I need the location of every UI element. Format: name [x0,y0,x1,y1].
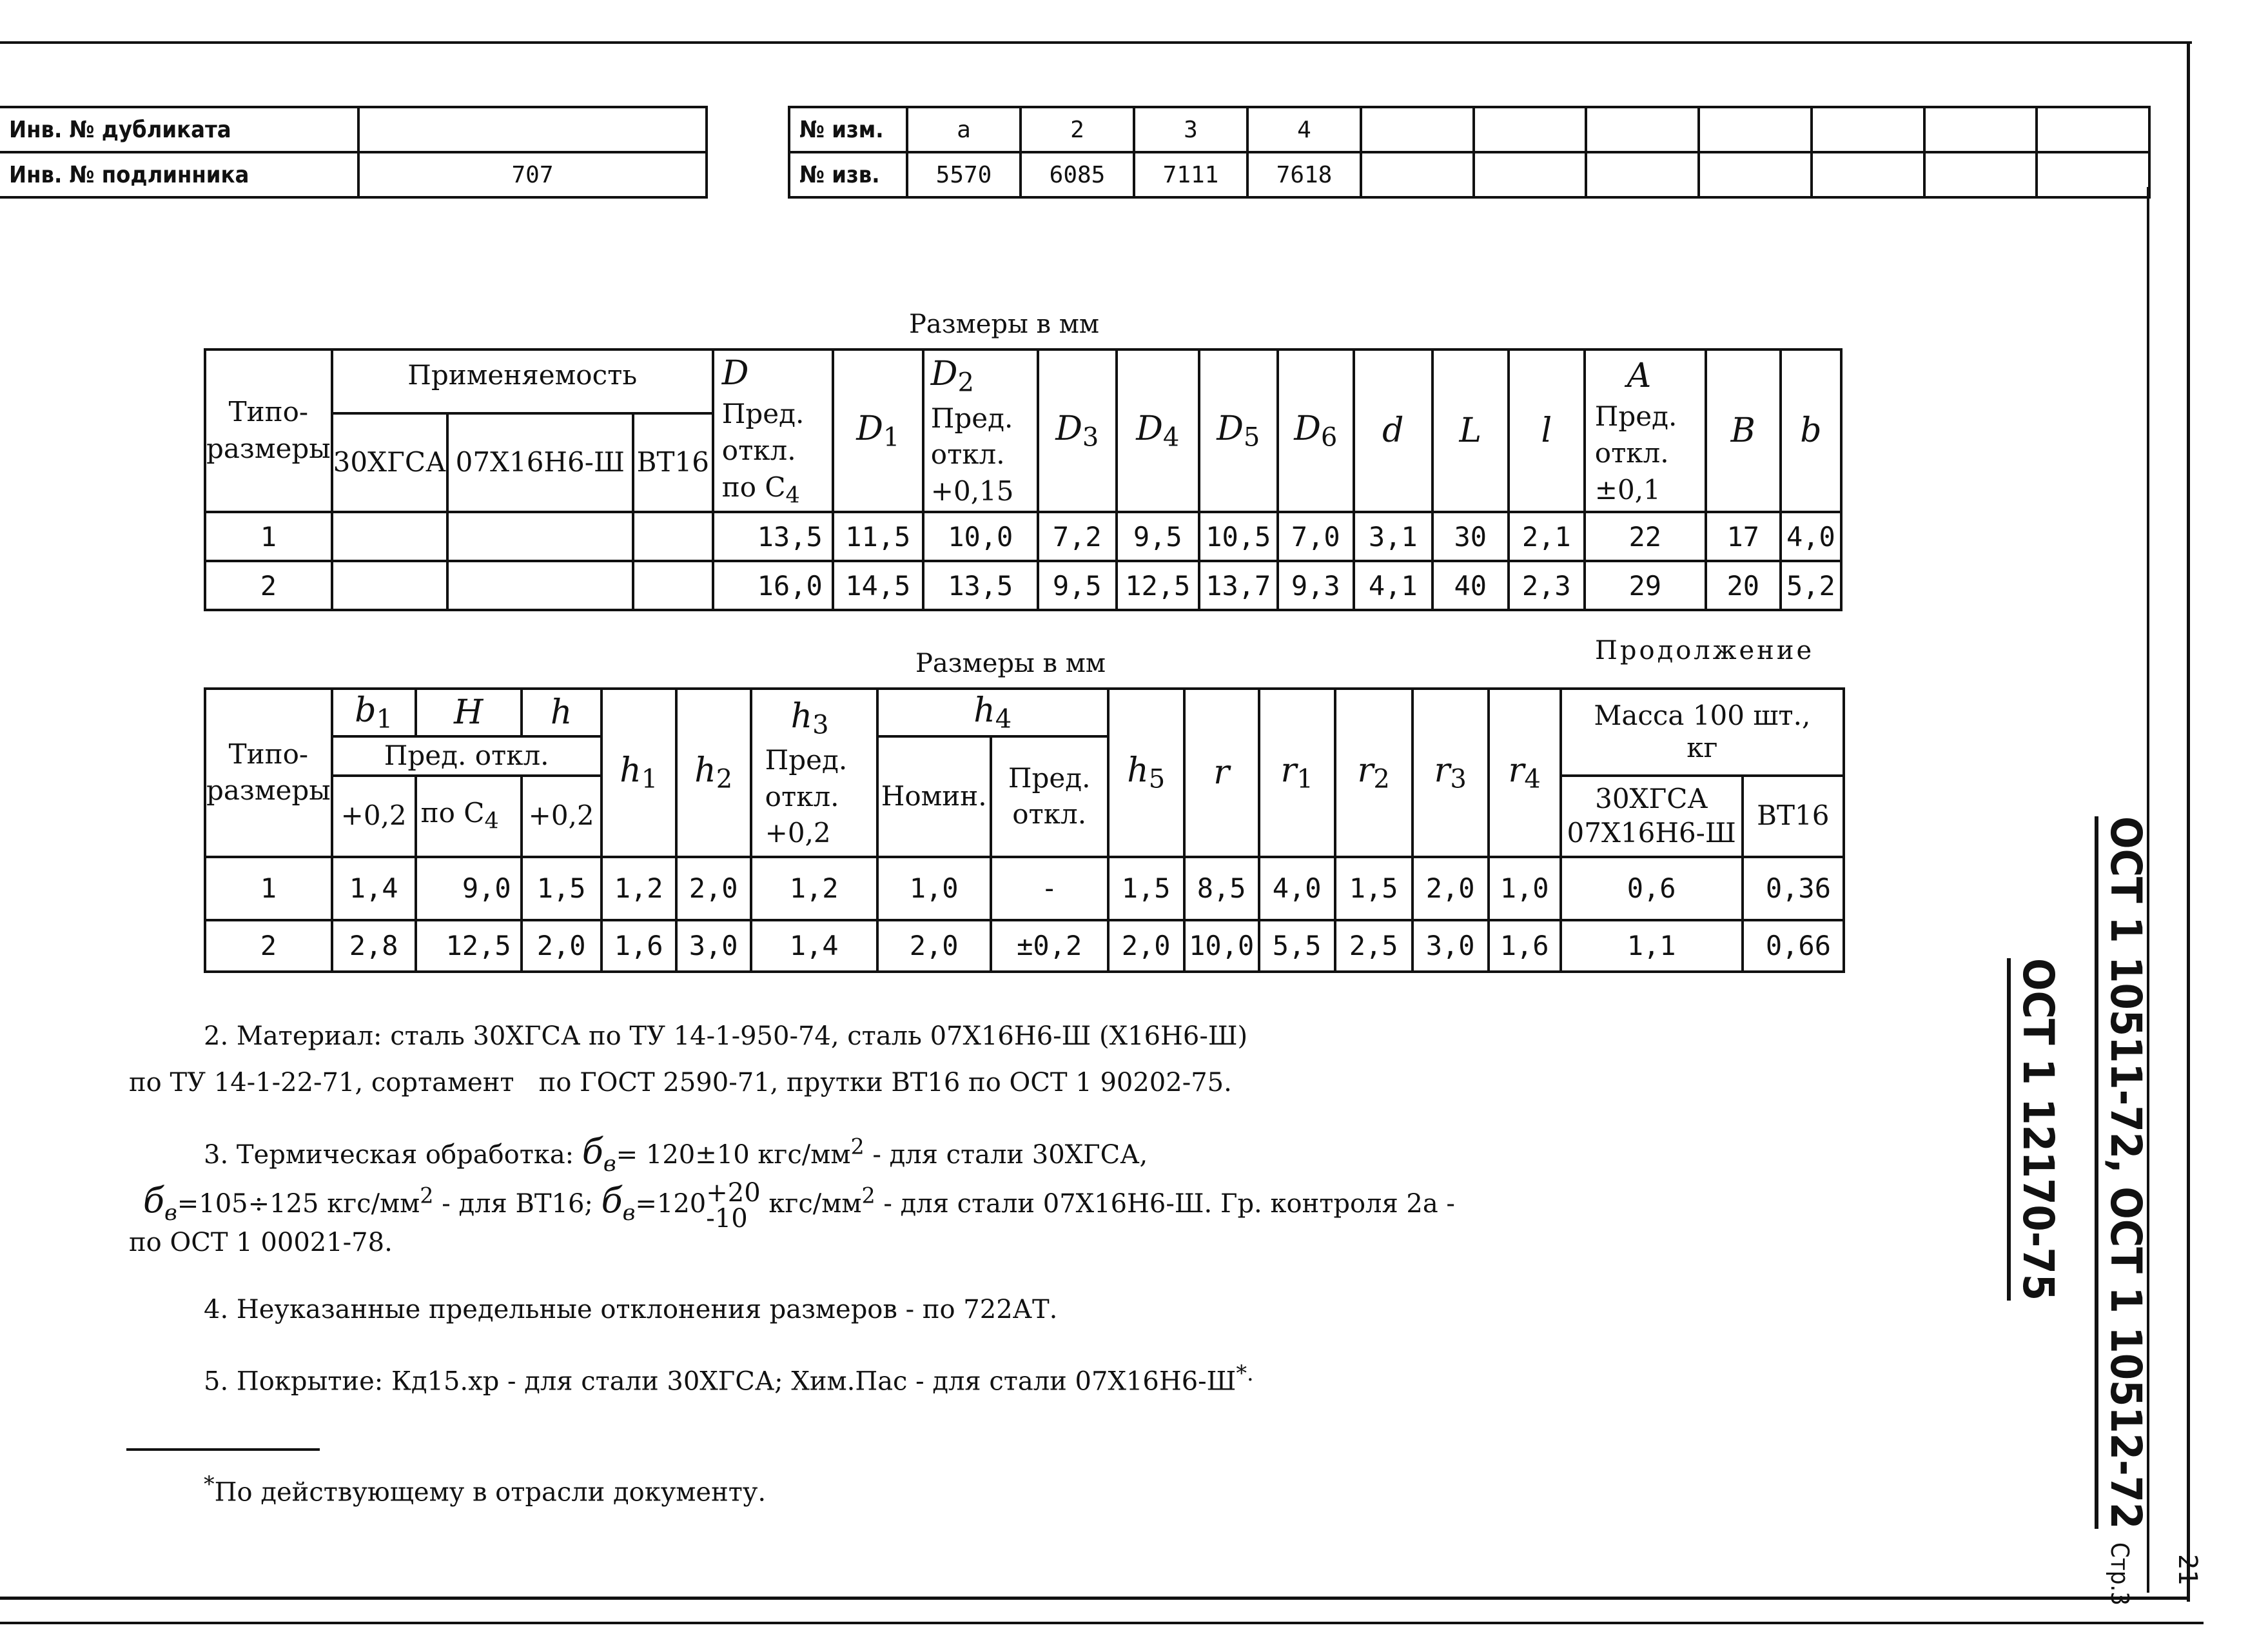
notice-empty [1699,152,1812,197]
col-h4-tol: Пред. откл. [991,736,1108,857]
cell-r4: 1,0 [1489,857,1561,920]
cell-h: 2,0 [522,920,601,972]
notice-3: 7111 [1134,152,1247,197]
inv-original-value: 707 [358,152,707,197]
table2-caption: Размеры в мм [915,649,1106,678]
cell-l: 2,3 [1509,561,1585,610]
note-2-line-1: 2. Материал: сталь 30ХГСА по ТУ 14-1-950-74, сталь 07Х16Н6-Ш (Х16Н6-Ш) [204,1021,1248,1051]
change-empty [1586,107,1699,152]
table-row [205,561,1841,610]
cell-D4: 12,5 [1117,561,1199,610]
col-r2 [1335,689,1413,857]
table-row [205,857,1844,920]
cell-D: 16,0 [713,561,833,610]
standard-number-1 [2101,816,2151,1606]
cell-r3: 3,0 [1413,920,1489,972]
col-D6-symbol: D [1294,409,1321,448]
note-3-tol-down: -10 [706,1204,748,1234]
col-r3-symbol: r [1434,751,1451,791]
sigma-sub: в [164,1199,177,1226]
cell-h4-tol: ±0,2 [991,920,1108,972]
continued-label: Продолжение [1595,636,1815,665]
note-3-intro: 3. Термическая обработка: [204,1140,574,1170]
sigma-glyph: б [143,1180,164,1221]
col-H-tol [416,776,522,857]
footnote-star: * [204,1471,215,1497]
col-r2-symbol: r [1357,751,1374,791]
cell-D5: 10,5 [1199,512,1278,561]
note-3-tolerance [706,1180,760,1232]
cell-mass-vt16: 0,36 [1743,857,1844,920]
col-H-tol-text: по С [420,797,485,829]
note-3-tol-up: +20 [706,1178,761,1208]
col-r: r [1184,689,1259,857]
col-r4-symbol: r [1508,751,1525,791]
cell-h5: 1,5 [1108,857,1184,920]
standard-number-1-text: ОСТ 1 10511-72, ОСТ 1 10512-72 [2095,816,2151,1529]
notice-empty [1474,152,1587,197]
col-L: L [1432,349,1509,512]
cell-h: 1,5 [522,857,601,920]
note-3-value-3: =120 [635,1189,707,1219]
col-pred-otkl: Пред. откл. [332,736,601,776]
col-h3-sub: 3 [812,710,829,740]
change-empty [1699,107,1812,152]
note-2-line-2: по ТУ 14-1-22-71, сортамент по ГОСТ 2590-71, прутки ВТ16 по ОСТ 1 90202-75. [129,1068,1232,1097]
sigma-glyph: б [601,1180,623,1221]
col-D4 [1117,349,1199,512]
change-empty [1924,107,2037,152]
standard-number-2-text: ОСТ 1 12170-75 [2007,958,2063,1301]
cell-r2: 2,5 [1335,920,1413,972]
col-D5-symbol: D [1217,409,1244,448]
cell-D3: 7,2 [1038,512,1117,561]
cell-h3: 1,4 [751,920,877,972]
note-3-sq: 2 [420,1183,434,1208]
cell-h4-nom: 1,0 [877,857,991,920]
col-b1 [332,689,416,736]
cell-L: 40 [1432,561,1509,610]
notice-empty [2037,152,2149,197]
note-5-star: *. [1236,1361,1254,1386]
col-b1-symbol: b [355,691,376,730]
col-h2-symbol: h [694,751,716,791]
col-D-symbol: D [721,354,749,393]
cell-r1: 5,5 [1259,920,1335,972]
cell-b: 4,0 [1781,512,1841,561]
cell-r: 8,5 [1184,857,1259,920]
table-row [205,920,1844,972]
col-D2-sub: 2 [957,368,974,398]
cell-A: 22 [1585,512,1706,561]
top-frame-line [0,41,2192,44]
cell-H: 9,0 [416,857,522,920]
col-mass: Масса 100 шт., кг [1561,689,1844,776]
note-3-unit: кгс/мм [768,1189,862,1219]
sigma-symbol [601,1180,636,1226]
col-l: l [1509,349,1585,512]
cell-h1: 1,6 [601,920,676,972]
col-H: H [416,689,522,736]
col-D-tol: Пред. откл. по С [721,398,805,503]
cell-tipo: 2 [205,561,332,610]
cell-r4: 1,6 [1489,920,1561,972]
notice-empty [1924,152,2037,197]
page-label: Стр.3 [2106,1542,2134,1606]
standard-number-2 [2013,958,2063,1301]
col-D5-sub: 5 [1243,422,1260,453]
col-A-tol: Пред. откл. ±0,1 [1594,400,1677,506]
sigma-glyph: б [582,1131,603,1172]
bottom-frame-line-2 [0,1622,2204,1624]
cell-r1: 4,0 [1259,857,1335,920]
cell-D6: 7,0 [1278,512,1354,561]
col-mass-steel: 30ХГСА 07Х16Н6-Ш [1561,776,1743,857]
col-D2-symbol: D [930,355,958,394]
change-empty [1812,107,1924,152]
cell-empty [447,512,633,561]
notice-2: 6085 [1021,152,1134,197]
cell-h3: 1,2 [751,857,877,920]
col-h5-symbol: h [1127,751,1149,791]
notice-4: 7618 [1247,152,1361,197]
col-h1 [601,689,676,857]
cell-d: 4,1 [1354,561,1432,610]
note-3-value-1: = 120±10 кгс/мм [616,1140,851,1170]
col-D1-sub: 1 [883,422,900,453]
mat-vt16: ВТ16 [633,413,713,512]
cell-mass-steel: 0,6 [1561,857,1743,920]
col-h4-sub: 4 [995,704,1012,734]
sigma-sub: в [622,1199,636,1226]
notice-empty [1361,152,1474,197]
note-3-value-2: =105÷125 кгс/мм [177,1189,420,1219]
bottom-frame-line [0,1597,2190,1600]
cell-h5: 2,0 [1108,920,1184,972]
col-r3 [1413,689,1489,857]
col-h-tol: +0,2 [522,776,601,857]
col-h1-sub: 1 [641,764,658,794]
note-3-line-1 [204,1131,1148,1177]
col-D6 [1278,349,1354,512]
inv-duplicate-label: Инв. № дубликата [0,107,358,152]
change-3: 3 [1134,107,1247,152]
note-3-post-1: - для стали 30ХГСА, [872,1140,1148,1170]
col-D1 [833,349,923,512]
col-b1-sub: 1 [376,704,393,734]
col-h3-tol: Пред. откл. +0,2 [765,744,848,849]
col-D5 [1199,349,1278,512]
col-h4-nom: Номин. [877,736,991,857]
col-tipo: Типо- размеры [205,349,332,512]
cell-h4-nom: 2,0 [877,920,991,972]
changes-table [788,106,2151,199]
cell-empty [633,561,713,610]
col-mass-vt16: ВТ16 [1743,776,1844,857]
cell-D6: 9,3 [1278,561,1354,610]
mat-30hgsa: 30ХГСА [332,413,447,512]
col-D3-symbol: D [1055,409,1082,448]
cell-b1: 2,8 [332,920,416,972]
col-r1-sub: 1 [1296,764,1313,794]
col-h4-symbol: h [973,691,995,730]
cell-tipo: 2 [205,920,332,972]
note-5-text: 5. Покрытие: Кд15.хр - для стали 30ХГСА; Хим.Пас - для стали 07Х16Н6-Ш [204,1366,1237,1397]
change-2: 2 [1021,107,1134,152]
cell-L: 30 [1432,512,1509,561]
col-b1-tol: +0,2 [332,776,416,857]
change-empty [1361,107,1474,152]
sheet-number: 21 [2173,1554,2202,1586]
change-empty [1474,107,1587,152]
cell-mass-steel: 1,1 [1561,920,1743,972]
notice-1: 5570 [907,152,1021,197]
col-D [713,349,833,512]
col-A [1585,349,1706,512]
cell-D2: 13,5 [923,561,1038,610]
cell-b1: 1,4 [332,857,416,920]
notice-empty [1812,152,1924,197]
col-D2-tol: Пред. откл. +0,15 [930,402,1014,507]
cell-h2: 3,0 [676,920,751,972]
sigma-symbol [143,1180,177,1226]
change-empty [2037,107,2149,152]
col-r4-sub: 4 [1524,764,1541,794]
col-h5 [1108,689,1184,857]
right-frame-line [2187,41,2190,1602]
col-h3 [751,689,877,857]
cell-empty [332,512,447,561]
col-B: B [1706,349,1781,512]
table1-caption: Размеры в мм [909,310,1099,339]
col-b: b [1781,349,1841,512]
col-r1-symbol: r [1280,751,1297,791]
note-3-line-3: по ОСТ 1 00021-78. [129,1228,393,1257]
cell-A: 29 [1585,561,1706,610]
col-r1 [1259,689,1335,857]
footnote-text: По действующему в отрасли документу. [214,1477,767,1508]
change-1: а [907,107,1021,152]
cell-h1: 1,2 [601,857,676,920]
col-H-tol-sub: 4 [484,808,499,834]
inv-original-label: Инв. № подлинника [0,152,358,197]
dimensions-table-1 [204,348,1843,611]
note-3-sq: 2 [850,1134,865,1159]
cell-l: 2,1 [1509,512,1585,561]
cell-D3: 9,5 [1038,561,1117,610]
col-h5-sub: 5 [1148,764,1166,794]
inv-duplicate-value [358,107,707,152]
cell-D1: 11,5 [833,512,923,561]
cell-r3: 2,0 [1413,857,1489,920]
cell-h4-tol: - [991,857,1108,920]
footnote [204,1471,766,1507]
cell-empty [447,561,633,610]
cell-D2: 10,0 [923,512,1038,561]
col-D-tol-sub: 4 [785,482,800,508]
cell-empty [332,561,447,610]
cell-tipo: 1 [205,857,332,920]
sigma-symbol [582,1131,616,1177]
cell-D1: 14,5 [833,561,923,610]
col-r4 [1489,689,1561,857]
inventory-table [0,106,708,199]
col-r2-sub: 2 [1373,764,1390,794]
change-no-label: № изм. [789,107,907,152]
table-row [205,512,1841,561]
sigma-sub: в [603,1150,616,1177]
cell-r: 10,0 [1184,920,1259,972]
col-D2 [923,349,1038,512]
notice-empty [1586,152,1699,197]
note-5 [204,1361,1254,1396]
col-h1-symbol: h [620,751,641,791]
cell-empty [633,512,713,561]
note-3-mid: - для ВТ16; [442,1189,593,1219]
cell-D5: 13,7 [1199,561,1278,610]
cell-r2: 1,5 [1335,857,1413,920]
col-D6-sub: 6 [1320,422,1338,453]
note-3-sq: 2 [861,1183,875,1208]
col-d: d [1354,349,1432,512]
cell-B: 20 [1706,561,1781,610]
cell-H: 12,5 [416,920,522,972]
cell-d: 3,1 [1354,512,1432,561]
dimensions-table-2 [204,687,1845,973]
col-h: h [522,689,601,736]
col-tipo: Типо- размеры [205,689,332,857]
col-D4-symbol: D [1136,409,1163,448]
cell-h2: 2,0 [676,857,751,920]
cell-D: 13,5 [713,512,833,561]
col-h3-symbol: h [790,696,813,736]
note-3-line-2 [143,1180,1455,1232]
col-h2-sub: 2 [716,764,733,794]
col-h2 [676,689,751,857]
notice-no-label: № изв. [789,152,907,197]
col-D3-sub: 3 [1082,422,1099,453]
note-3-post-2: - для стали 07Х16Н6-Ш. Гр. контроля 2а - [883,1189,1455,1219]
mat-07h16n6: 07Х16Н6-Ш [447,413,633,512]
col-r3-sub: 3 [1450,764,1467,794]
cell-b: 5,2 [1781,561,1841,610]
cell-tipo: 1 [205,512,332,561]
footnote-divider [126,1448,320,1451]
col-D4-sub: 4 [1162,422,1180,453]
col-D3 [1038,349,1117,512]
cell-mass-vt16: 0,66 [1743,920,1844,972]
cell-D4: 9,5 [1117,512,1199,561]
note-4: 4. Неуказанные предельные отклонения размеров - по 722АТ. [204,1295,1058,1324]
col-applicability: Применяемость [332,349,713,413]
col-D1-symbol: D [856,409,883,448]
col-h4 [877,689,1108,736]
change-4: 4 [1247,107,1361,152]
col-A-symbol: A [1627,356,1652,395]
cell-B: 17 [1706,512,1781,561]
